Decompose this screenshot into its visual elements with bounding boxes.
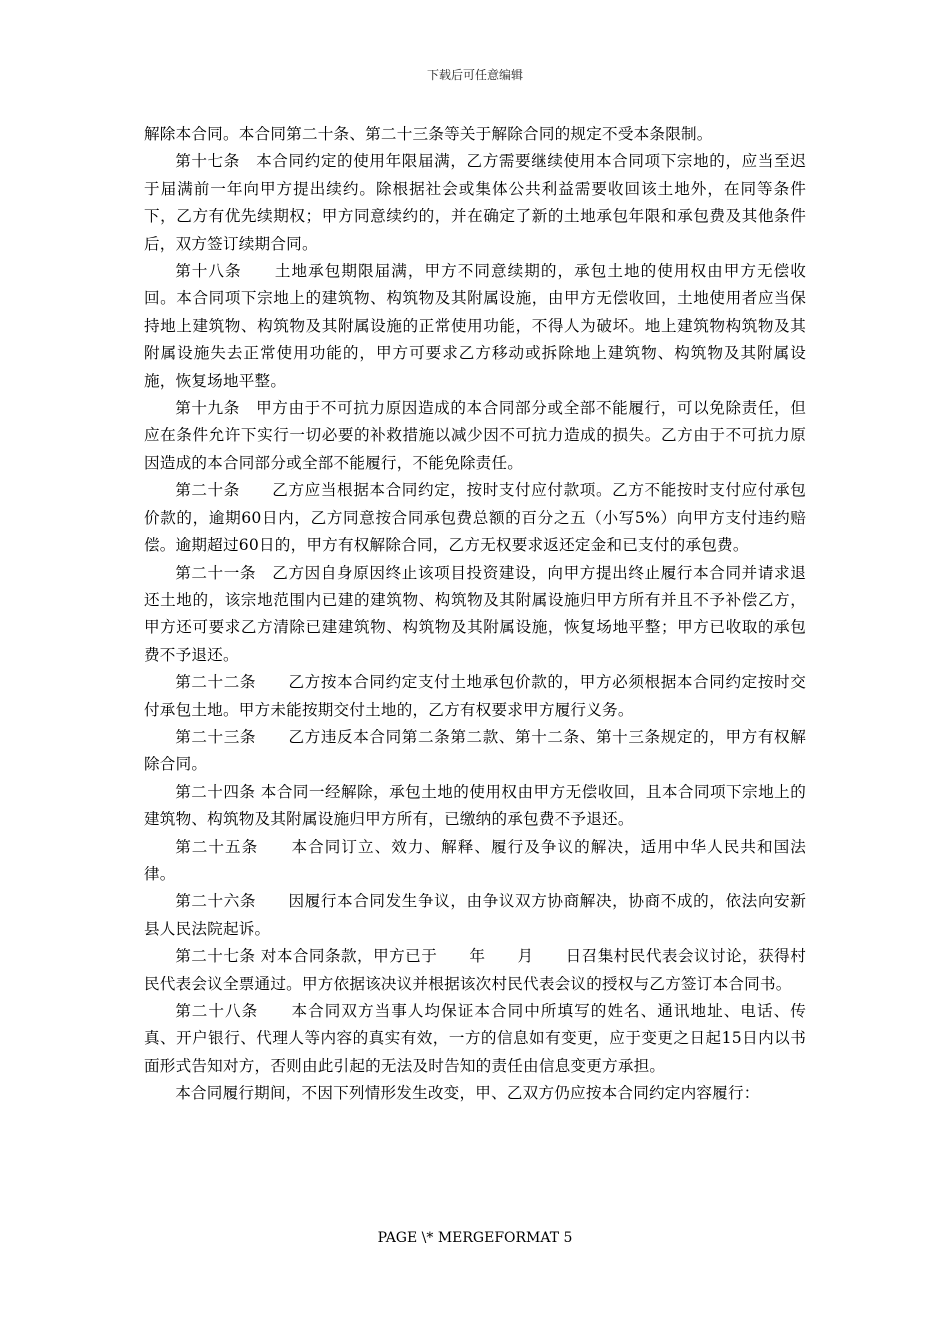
article-21: 第二十一条 乙方因自身原因终止该项目投资建设，向甲方提出终止履行本合同并请求退还土地的，该宗地范围内已建的建筑物、构筑物及其附属设施归甲方所有并且不予补偿乙方，甲方还可要求乙方清除已建建筑物、构筑物及其附属设施，恢复场地平整；甲方已收取的承包费不予退还。 xyxy=(144,563,806,664)
article-22: 第二十二条 乙方按本合同约定支付土地承包价款的，甲方必须根据本合同约定按时交付承包土地。甲方未能按期交付土地的，乙方有权要求甲方履行义务。 xyxy=(144,673,806,719)
article-26: 第二十六条 因履行本合同发生争议，由争议双方协商解决，协商不成的，依法向安新县人民法院起诉。 xyxy=(144,892,806,938)
article-27: 第二十七条 对本合同条款，甲方已于 年 月 日召集村民代表会议讨论，获得村民代表会议全票通过。甲方依据该决议并根据该次村民代表会议的授权与乙方签订本合同书。 xyxy=(144,947,806,993)
document-body xyxy=(144,121,806,1108)
article-24: 第二十四条 本合同一经解除，承包土地的使用权由甲方无偿收回，且本合同项下宗地上的建筑物、构筑物及其附属设施归甲方所有，已缴纳的承包费不予退还。 xyxy=(144,782,806,829)
article-20: 第二十条 乙方应当根据本合同约定，按时支付应付款项。乙方不能按时支付应付承包价款的，逾期60日内，乙方同意按合同承包费总额的百分之五（小写5%）向甲方支付违约赔偿。逾期超过60日的，甲方有权解除合同，乙方无权要求返还定金和已支付的承包费。 xyxy=(144,481,806,555)
paragraph: 本合同履行期间，不因下列情形发生改变，甲、乙双方仍应按本合同约定内容履行： xyxy=(175,1084,760,1103)
paragraph: 解除本合同。本合同第二十条、第二十三条等关于解除合同的规定不受本条限制。 xyxy=(144,125,713,143)
page-footer: PAGE \* MERGEFORMAT 5 xyxy=(377,1230,573,1246)
page-header: 下载后可任意编辑 xyxy=(426,68,523,82)
article-23: 第二十三条 乙方违反本合同第二条第二款、第十二条、第十三条规定的，甲方有权解除合同。 xyxy=(144,727,806,774)
article-17: 第十七条 本合同约定的使用年限届满，乙方需要继续使用本合同项下宗地的，应当至迟于届满前一年向甲方提出续约。除根据社会或集体公共利益需要收回该土地外，在同等条件下，乙方有优先续期权；甲方同意续约的，并在确定了新的土地承包年限和承包费及其他条件后，双方签订续期合同。 xyxy=(144,152,806,253)
article-19: 第十九条 甲方由于不可抗力原因造成的本合同部分或全部不能履行，可以免除责任，但应在条件允许下实行一切必要的补救措施以减少因不可抗力造成的损失。乙方由于不可抗力原因造成的本合同部分或全部不能履行，不能免除责任。 xyxy=(144,399,806,472)
article-25: 第二十五条 本合同订立、效力、解释、履行及争议的解决，适用中华人民共和国法律。 xyxy=(144,837,806,883)
article-28: 第二十八条 本合同双方当事人均保证本合同中所填写的姓名、通讯地址、电话、传真、开户银行、代理人等内容的真实有效，一方的信息如有变更，应于变更之日起15日内以书面形式告知对方，否则由此引起的无法及时告知的责任由信息变更方承担。 xyxy=(144,1002,806,1075)
article-18: 第十八条 土地承包期限届满，甲方不同意续期的，承包土地的使用权由甲方无偿收回。本合同项下宗地上的建筑物、构筑物及其附属设施，由甲方无偿收回，土地使用者应当保持地上建筑物、构筑物及其附属设施的正常使用功能，不得人为破坏。地上建筑物构筑物及其附属设施失去正常使用功能的，甲方可要求乙方移动或拆除地上建筑物、构筑物及其附属设施，恢复场地平整。 xyxy=(144,262,806,390)
